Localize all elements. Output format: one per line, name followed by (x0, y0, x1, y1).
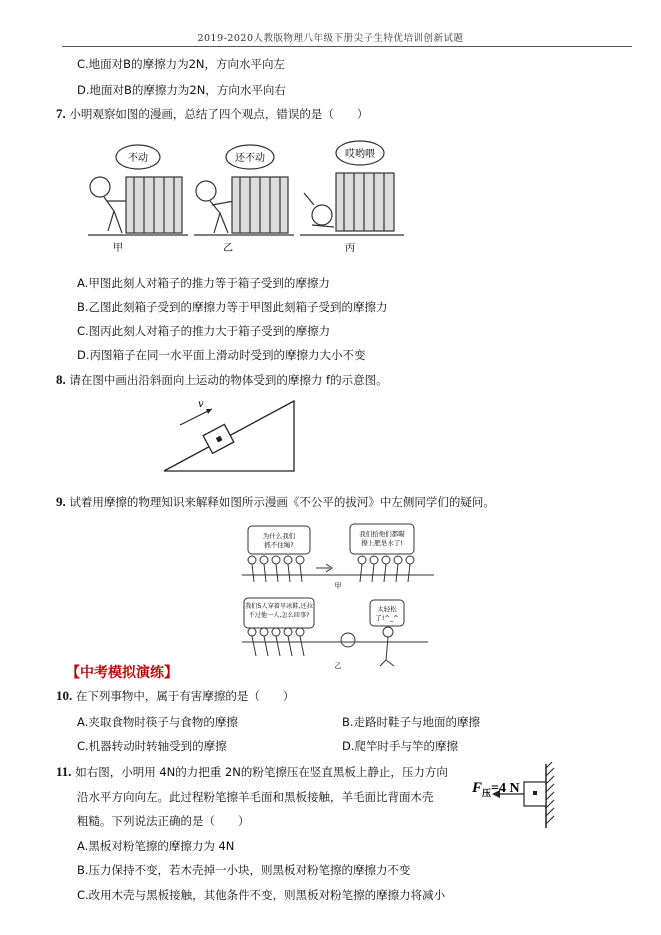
q7-label-yi: 乙 (223, 243, 233, 254)
q7-bubble-2-text: 还不动 (235, 153, 265, 164)
q7-label-jia: 甲 (113, 243, 123, 254)
q10-number: 10. (56, 688, 73, 703)
q9-tug-of-war-figure (238, 520, 438, 670)
q11-eraser-figure (470, 762, 570, 830)
q7-person-3-head (312, 205, 332, 225)
q11-blackboard-hatch (546, 762, 554, 824)
q11-force-label (471, 780, 520, 798)
q11-stem-3: 粗糙。下列说法正确的是（ ） (77, 814, 250, 828)
q9-label-jia: 甲 (334, 582, 342, 590)
q11-stem-2: 沿水平方向向左。此过程粉笔擦羊毛面和黑板接触，羊毛面比背面木壳 (77, 790, 434, 804)
q11-force-value: =4 N (491, 781, 520, 796)
q9-label-yi: 乙 (334, 662, 342, 670)
q6-option-c: C.地面对B的摩擦力为2N，方向水平向左 (77, 57, 285, 71)
q7-label-bing: 丙 (345, 243, 355, 254)
q10-stem-row (56, 688, 294, 704)
q9-team-left-top (248, 556, 304, 582)
q7-person-2-body (210, 201, 234, 233)
q7-stem-row (56, 106, 368, 122)
q10-option-a: A.夹取食物时筷子与食物的摩擦 (77, 715, 238, 729)
q11-option-c: C.改用木壳与黑板接触，其他条件不变，则黑板对粉笔擦的摩擦力将减小 (77, 888, 446, 902)
q9-star-burst (341, 633, 355, 647)
q7-comic-figure (78, 135, 408, 255)
q8-stem-row (56, 372, 388, 388)
q9-bubble-tl-shape (248, 526, 310, 554)
q11-number: 11. (56, 764, 72, 779)
q8-incline-figure (160, 395, 300, 475)
q11-stem-row (56, 764, 448, 780)
q11-stem-1: 如右图，小明用 4N的力把重 2N的粉笔擦压在竖直黑板上静止，压力方向 (75, 765, 448, 779)
q11-force-subscript: 压 (482, 788, 492, 798)
q8-stem: 请在图中画出沿斜面向上运动的物体受到的摩擦力 f的示意图。 (69, 373, 388, 387)
q11-force-symbol: F (472, 780, 483, 796)
q7-person-2-head (196, 181, 216, 201)
q7-option-d: D.丙图箱子在同一水平面上滑动时受到的摩擦力大小不变 (77, 348, 366, 362)
section-heading: 【中考模拟演练】 (66, 665, 178, 681)
q7-person-1-head (90, 177, 110, 197)
q9-number: 9. (56, 494, 66, 509)
q9-stem: 试着用摩擦的物理知识来解释如图所示漫画《不公平的拔河》中左侧同学们的疑问。 (69, 495, 495, 509)
q7-number: 7. (56, 106, 66, 121)
q10-option-d: D.爬竿时手与竿的摩擦 (342, 739, 459, 753)
q11-option-a: A.黑板对粉笔擦的摩擦力为 4N (77, 839, 235, 853)
q10-option-c: C.机器转动时转轴受到的摩擦 (77, 739, 227, 753)
q9-stem-row (56, 494, 495, 510)
q7-bubble-3-text: 哎哟喂 (345, 149, 375, 160)
q9-player-right-bottom (380, 627, 394, 666)
q9-bubble-br-shape (370, 600, 404, 626)
q7-option-b: B.乙图此刻箱子受到的摩擦力等于甲图此刻箱子受到的摩擦力 (77, 300, 388, 314)
q10-option-b: B.走路时鞋子与地面的摩擦 (342, 715, 481, 729)
q7-bubble-1-text: 不动 (128, 153, 148, 164)
q7-option-c: C.图丙此刻人对箱子的推力大于箱子受到的摩擦力 (77, 324, 331, 338)
header-divider (62, 46, 632, 47)
q9-bubble-br-text: 太轻松了!^_^ (375, 605, 399, 622)
q10-stem: 在下列事物中，属于有害摩擦的是（ ） (75, 689, 295, 703)
q11-eraser-center (533, 791, 537, 795)
q7-stem: 小明观察如图的漫画，总结了四个观点，错误的是（ ） (69, 107, 369, 121)
q9-arrow-top (316, 564, 332, 572)
q8-number: 8. (56, 372, 66, 387)
q9-bubble-tr-text: 我们拾他们都瞄撩上肥皂水了! (359, 530, 405, 547)
q7-person-1-body (104, 197, 126, 233)
q11-option-b: B.压力保持不变，若木壳掉一小块，则黑板对粉笔擦的摩擦力不变 (77, 863, 411, 877)
q6-option-d: D.地面对B的摩擦力为2N，方向水平向右 (77, 83, 286, 97)
q8-velocity-label: v (198, 399, 204, 410)
page-header: 2019-2020人教版物理八年级下册尖子生特优培训创新试题 (197, 33, 464, 44)
q9-bubble-bl-text: 我们5人穿着旱冰鞋,还拉不过他一人,怎么回事? (245, 603, 313, 619)
q9-team-right-top (358, 556, 414, 582)
q7-option-a: A.甲图此刻人对箱子的推力等于箱子受到的摩擦力 (77, 276, 330, 290)
q7-box-3 (336, 173, 394, 231)
q9-bubble-tl-text: 为什么我们抓不住绳? (262, 532, 296, 549)
